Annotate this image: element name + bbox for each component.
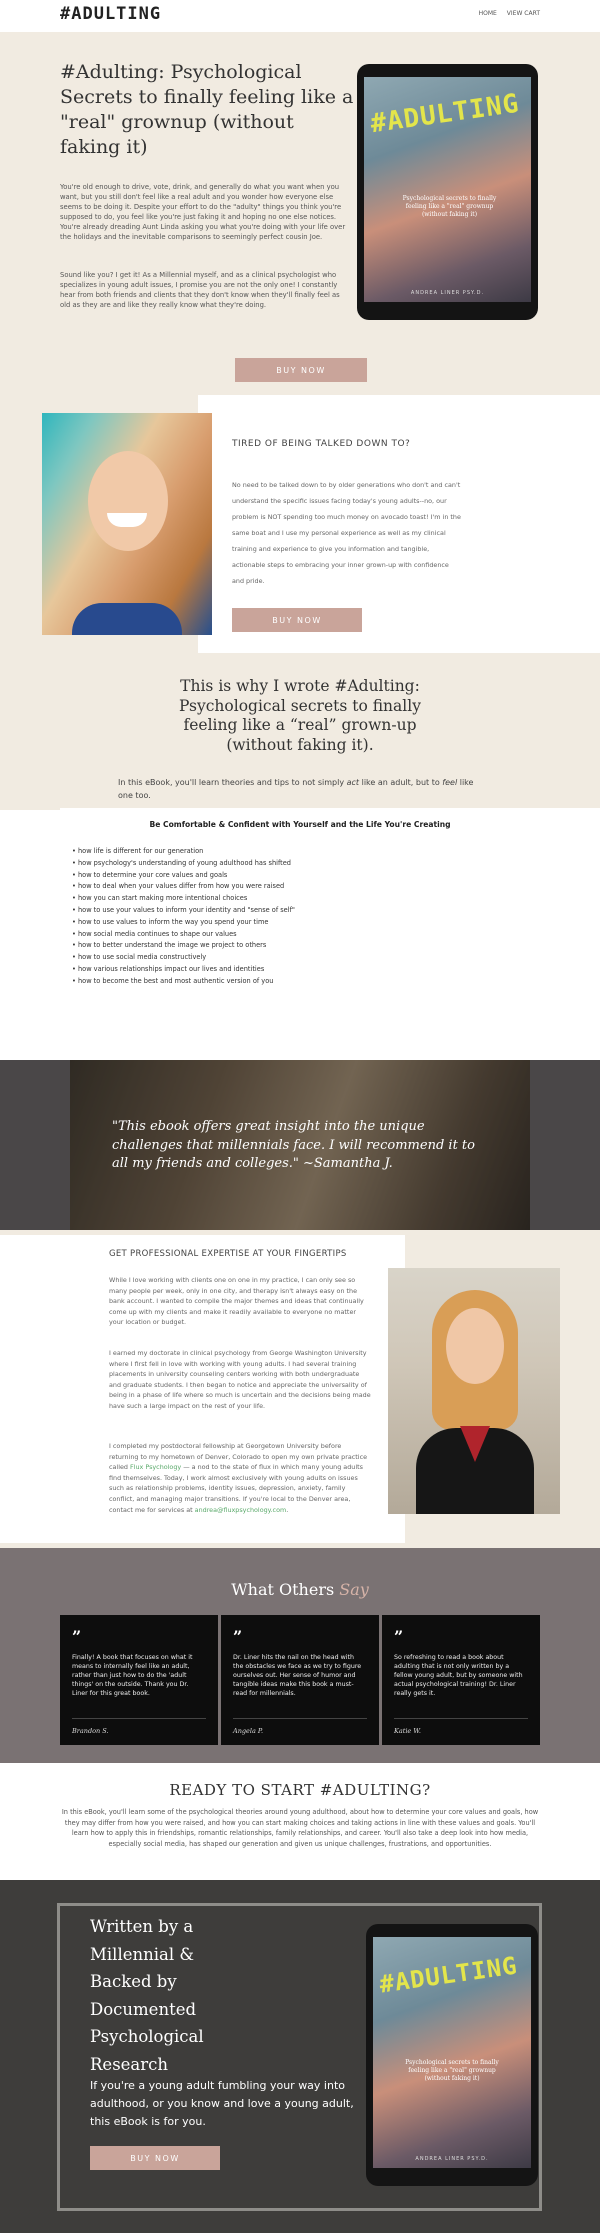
why-intro: In this eBook, you'll learn theories and tips to not simply act like an adult, but to feel like one too.: [118, 778, 474, 800]
list-item: • how to use your values to inform your identity and "sense of self": [72, 905, 295, 914]
list-item: • how to deal when your values differ from how you were raised: [72, 882, 285, 891]
list-item: • how to better understand the image we project to others: [72, 941, 267, 950]
testimonial-quote: "This ebook offers great insight into the unique challenges that millennials face. I will recommend it to all my friends and colleges." ~Samantha J.: [112, 1119, 475, 1171]
expertise-paragraph-1: While I love working with clients one on one in my practice, I can only see so many people per week, only in one city, and therapy isn't always easy on the bank account. I wanted to compile the major themes and ideas that continually come up with my clients and make it readily available to everyone no matter your location or budget.: [109, 1276, 364, 1327]
tired-body: No need to be talked down to by older generations who don't and can't understand the specific issues facing today's young adults--no, our problem is NOT spending too much money on avocado toast! I'm in the same boat and I use my personal experience as well as my clinical training and experience to give you information and tangible, actionable steps to embracing your inner grown-up with confidence and pride.: [232, 481, 461, 585]
list-item: • how various relationships impact our lives and identities: [72, 964, 265, 973]
testimonial-card: [60, 1615, 218, 1745]
hero-buy-now-button[interactable]: BUY NOW: [235, 358, 367, 382]
testimonial-text: Dr. Liner hits the nail on the head with the obstacles we face as we try to figure ourselves out. Her sense of humor and tangible ideas make this book a must-read for millennials.: [233, 1654, 362, 1697]
ebook-cover-title: #ADULTING: [377, 1951, 520, 1999]
testimonial-card: [221, 1615, 379, 1745]
email-link[interactable]: andrea@fluxpsychology.com: [194, 1505, 287, 1514]
list-item: • how you can start making more intentional choices: [72, 894, 248, 903]
expertise-paragraph-3: I completed my postdoctoral fellowship at Georgetown University before returning to my hometown of Denver, Colorado to open my own private practice called Flux Psychology — a nod to the state of flux in which many young adults find themselves. Today, I work almost exclusively with young adults on issues such as relationship problems, identity issues, depression, anxiety, family conflict, and managing major transitions. If you're local to the Denver area, contact me for services at andrea@fluxpsychology.com.: [109, 1442, 368, 1514]
list-item: • how to use values to inform the way you spend your time: [72, 917, 269, 926]
benefits-heading: Be Comfortable & Confident with Yourself and the Life You're Creating: [149, 820, 451, 829]
list-item: • how to use social media constructively: [72, 953, 207, 962]
site-header: [0, 0, 600, 32]
main-nav: [479, 10, 540, 17]
quote-icon: ”: [72, 1627, 82, 1646]
list-item: • how psychology's understanding of young adulthood has shifted: [72, 858, 291, 867]
testimonial-card: [382, 1615, 540, 1745]
ready-body: In this eBook, you'll learn some of the psychological theories around young adulthood, about how to determine your core values and goals, how they may differ from how you were raised, and how you can start making choices and taking actions in line with these values and goals. You'll learn how to apply this in friendships, romantic relationships, family relationships, and career. You'll also take a deep look into how media, especially social media, has shaped our generation and given us unique challenges, frustrations, and opportunities.: [61, 1808, 539, 1848]
nav-home-link[interactable]: HOME: [478, 10, 497, 17]
list-item: • how to become the best and most authentic version of you: [72, 976, 274, 985]
final-buy-now-button[interactable]: BUY NOW: [90, 2146, 220, 2170]
nav-view-cart-link[interactable]: VIEW CART: [506, 10, 540, 17]
list-item: • how social media continues to shape our values: [72, 929, 237, 938]
quote-icon: ”: [233, 1627, 243, 1646]
list-item: • how life is different for our generation: [72, 847, 204, 855]
ebook-cover-author: ANDREA LINER PSY.D.: [415, 2156, 489, 2162]
flux-psychology-link[interactable]: Flux Psychology: [130, 1463, 182, 1472]
tired-card: [198, 395, 600, 653]
ready-section: [0, 1763, 600, 1880]
benefits-card: [60, 808, 600, 1060]
hero-title: #Adulting: Psychological Secrets to finally feeling like a "real" grownup (without faking it): [60, 61, 354, 158]
hero-section: [0, 32, 600, 397]
site-logo[interactable]: #ADULTING: [60, 4, 162, 24]
why-title: This is why I wrote #Adulting: Psychological secrets to finally feeling like a “real” grown-up (without faking it).: [179, 677, 421, 754]
author-portrait-image: [42, 413, 212, 635]
tired-buy-now-button[interactable]: BUY NOW: [232, 608, 362, 632]
testimonial-author: Angela P.: [233, 1727, 264, 1735]
ebook-cover-subtitle: Psychological secrets to finally feeling like a "real" grownup (without faking it): [402, 195, 497, 218]
testimonials-title: What Others Say: [231, 1580, 369, 1599]
ebook-tablet-image: [357, 64, 538, 320]
ebook-cover-author: ANDREA LINER PSY.D.: [410, 290, 485, 296]
final-body: If you're a young adult fumbling your way into adulthood, or you know and love a young adult, this eBook is for you.: [90, 2079, 354, 2128]
testimonial-author: Brandon S.: [72, 1727, 109, 1735]
expertise-heading: GET PROFESSIONAL EXPERTISE AT YOUR FINGERTIPS: [109, 1249, 347, 1259]
expertise-card: [0, 1235, 405, 1543]
final-title: Written by a Millennial & Backed by Documented Psychological Research: [90, 1917, 204, 2074]
testimonial-text: Finally! A book that focuses on what it means to internally feel like an adult, rather than just how to do the 'adult things' on the outside. Thank you Dr. Liner for this great book.: [72, 1654, 193, 1697]
testimonial-text: So refreshing to read a book about adulting that is not only written by a fellow young adult, but by someone with actual psychological training! Dr. Liner really gets it.: [394, 1654, 523, 1697]
expertise-paragraph-2: I earned my doctorate in clinical psychology from George Washington University where I first fell in love with working with young adults. I had several training placements in university counseling centers working with both undergraduate and graduate students. I then began to notice and appreciate the universality of being in a phase of life where so much is uncertain and the decisions being made have such a large impact on the rest of your life.: [109, 1349, 371, 1410]
ready-title: READY TO START #ADULTING?: [169, 1781, 431, 1799]
author-portrait-image-2: [388, 1268, 560, 1514]
hero-paragraph-1: You're old enough to drive, vote, drink, and generally do what you want when you want, but you still don't feel like a real adult and you wonder how everyone else seems to be doing it. Despite your effort to do the "adulty" things you think you're supposed to do, you feel like you're just faking it and hoping no one else notices. You're already dreading Aunt Linda asking you what you're doing with your life over the holidays and the inevitable comparisons to seemingly perfect cousin Joe.: [60, 183, 346, 241]
ebook-cover-title: #ADULTING: [368, 88, 522, 140]
testimonial-author: Katie W.: [394, 1727, 421, 1735]
list-item: • how to determine your core values and goals: [72, 870, 228, 879]
ebook-cover-subtitle: Psychological secrets to finally feeling like a "real" grownup (without faking it): [405, 2059, 499, 2082]
benefits-list: [72, 846, 512, 988]
quote-icon: ”: [394, 1627, 404, 1646]
ebook-tablet-image-2: [366, 1924, 538, 2186]
hero-paragraph-2: Sound like you? I get it! As a Millennial myself, and as a clinical psychologist who specializes in young adult issues, I promise you are not the only one! I constantly hear from both friends and clients that they don't know when they'll finally feel as old as they are and like they really know what they're doing.: [60, 271, 340, 309]
tired-heading: TIRED OF BEING TALKED DOWN TO?: [232, 439, 411, 449]
